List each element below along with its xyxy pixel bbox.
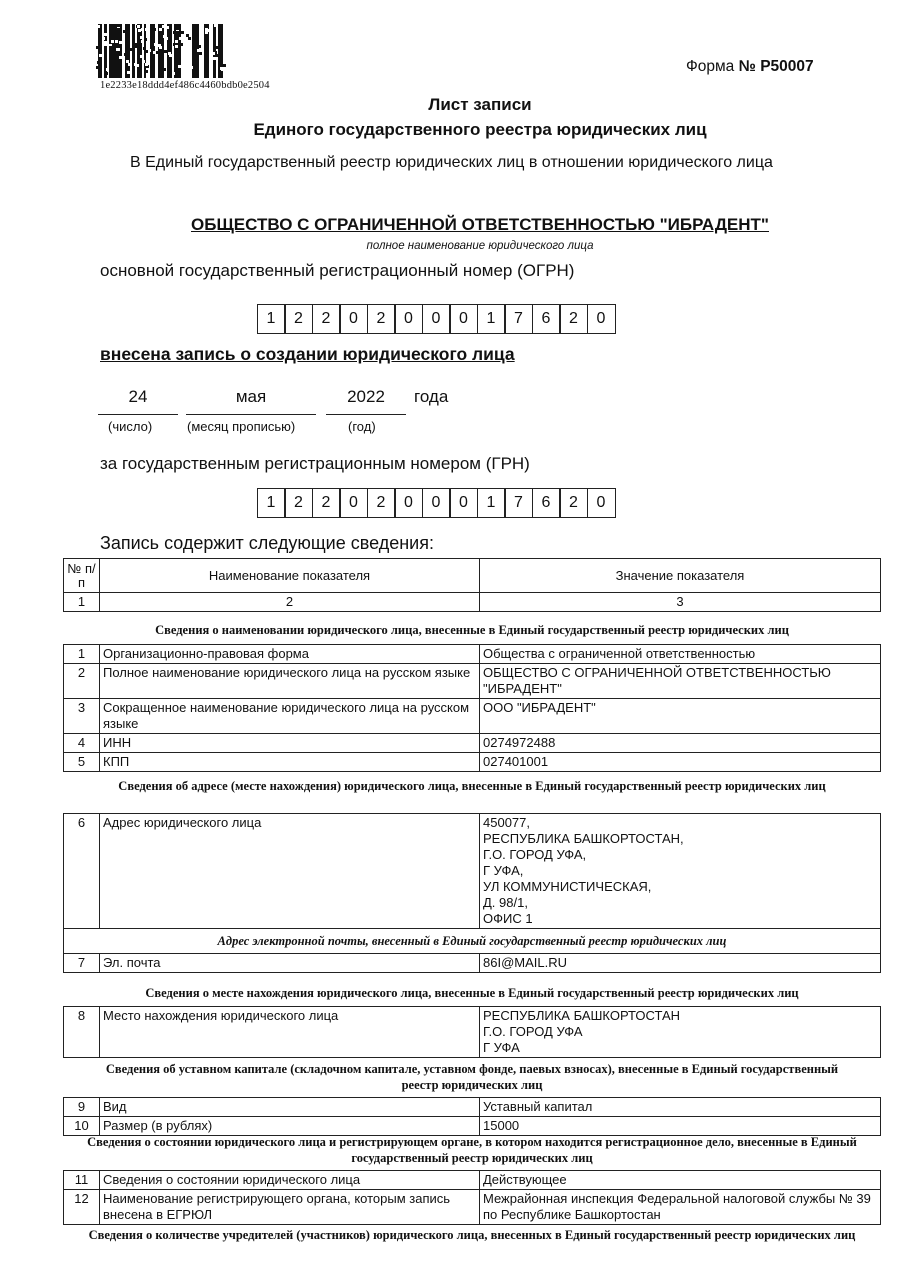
row-value: Действующее bbox=[480, 1171, 881, 1190]
table-row bbox=[64, 753, 881, 772]
ogrn-label: основной государственный регистрационный номер (ОГРН) bbox=[100, 261, 575, 280]
ogrn-digit: 6 bbox=[532, 304, 561, 334]
section-heading: Сведения об адресе (месте нахождения) юридического лица, внесенные в Единый государственный реестр юридических лиц bbox=[118, 779, 826, 793]
page-subtitle: Единого государственного реестра юридических лиц bbox=[253, 120, 707, 139]
row-name: Эл. почта bbox=[100, 954, 480, 973]
row-name: Полное наименование юридического лица на русском языке bbox=[100, 664, 480, 699]
row-number: 5 bbox=[64, 753, 100, 772]
section-heading: Сведения о количестве учредителей (участников) юридического лица, внесенных в Единый государственный реестр юридических лиц bbox=[88, 1228, 856, 1242]
section-heading: Сведения об уставном капитале (складочном капитале, уставном фонде, паевых взносах), внесенные в Единый государственный реестр юридических лиц bbox=[105, 1062, 839, 1092]
row-name: Место нахождения юридического лица bbox=[100, 1007, 480, 1058]
row-name: Наименование регистрирующего органа, которым запись внесена в ЕГРЮЛ bbox=[100, 1190, 480, 1225]
row-number: 4 bbox=[64, 734, 100, 753]
row-value: ОБЩЕСТВО С ОГРАНИЧЕННОЙ ОТВЕТСТВЕННОСТЬЮ "ИБРАДЕНТ" bbox=[480, 664, 881, 699]
section-heading: Сведения о наименовании юридического лица, внесенные в Единый государственный реестр юридических лиц bbox=[155, 623, 789, 637]
row-name: Сведения о состоянии юридического лица bbox=[100, 1171, 480, 1190]
org-full-name: ОБЩЕСТВО С ОГРАНИЧЕННОЙ ОТВЕТСТВЕННОСТЬЮ "ИБРАДЕНТ" bbox=[191, 215, 769, 234]
row-value: Общества с ограниченной ответственностью bbox=[480, 645, 881, 664]
ogrn-digits bbox=[258, 304, 616, 334]
row-number: 1 bbox=[64, 645, 100, 664]
grn-digit: 6 bbox=[532, 488, 561, 518]
table-row bbox=[64, 645, 881, 664]
capital-table bbox=[63, 1097, 881, 1136]
table-row bbox=[64, 1190, 881, 1225]
grn-digit: 0 bbox=[339, 488, 368, 518]
row-number: 9 bbox=[64, 1098, 100, 1117]
table-row bbox=[64, 1007, 881, 1058]
row-value: 15000 bbox=[480, 1117, 881, 1136]
row-number: 12 bbox=[64, 1190, 100, 1225]
contains-label: Запись содержит следующие сведения: bbox=[100, 533, 434, 553]
table-row bbox=[64, 664, 881, 699]
barcode-id: 1e2233e18ddd4ef486c4460bdb0e2504 bbox=[100, 80, 270, 91]
row-name: Сокращенное наименование юридического лица на русском языке bbox=[100, 699, 480, 734]
ogrn-digit: 0 bbox=[394, 304, 423, 334]
row-value: 027401001 bbox=[480, 753, 881, 772]
row-value: Межрайонная инспекция Федеральной налоговой службы № 39 по Республике Башкортостан bbox=[480, 1190, 881, 1225]
grn-digit: 1 bbox=[257, 488, 286, 518]
row-name: КПП bbox=[100, 753, 480, 772]
ogrn-digit: 0 bbox=[422, 304, 451, 334]
col-index: 1 bbox=[64, 593, 100, 612]
row-value: РЕСПУБЛИКА БАШКОРТОСТАН Г.О. ГОРОД УФА Г УФА bbox=[480, 1007, 881, 1058]
grn-digit: 0 bbox=[587, 488, 616, 518]
ogrn-digit: 1 bbox=[477, 304, 506, 334]
col-number-header: № п/п bbox=[64, 559, 100, 593]
ogrn-digit: 2 bbox=[367, 304, 396, 334]
date-year: 2022 bbox=[347, 387, 385, 406]
row-value: 450077, РЕСПУБЛИКА БАШКОРТОСТАН, Г.О. ГОРОД УФА, Г УФА, УЛ КОММУНИСТИЧЕСКАЯ, Д. 98/1, ОФИС 1 bbox=[480, 814, 881, 929]
row-name: Вид bbox=[100, 1098, 480, 1117]
date-day: 24 bbox=[128, 387, 148, 406]
row-value: Уставный капитал bbox=[480, 1098, 881, 1117]
record-created-text: внесена запись о создании юридического лица bbox=[100, 344, 515, 364]
col-index: 2 bbox=[100, 593, 480, 612]
grn-digits bbox=[258, 488, 616, 518]
row-value: 86I@MAIL.RU bbox=[480, 954, 881, 973]
row-name: Адрес юридического лица bbox=[100, 814, 480, 929]
grn-digit: 1 bbox=[477, 488, 506, 518]
grn-digit: 7 bbox=[504, 488, 533, 518]
row-name: Размер (в рублях) bbox=[100, 1117, 480, 1136]
table-row bbox=[64, 1098, 881, 1117]
grn-digit: 0 bbox=[449, 488, 478, 518]
row-number: 2 bbox=[64, 664, 100, 699]
date-month: мая bbox=[235, 387, 267, 406]
date-month-line bbox=[186, 414, 316, 415]
caption-month: (месяц прописью) bbox=[187, 419, 296, 434]
ogrn-digit: 0 bbox=[449, 304, 478, 334]
header-table bbox=[63, 558, 881, 612]
row-name: ИНН bbox=[100, 734, 480, 753]
row-value: 0274972488 bbox=[480, 734, 881, 753]
ogrn-digit: 2 bbox=[312, 304, 341, 334]
name-table bbox=[63, 644, 881, 772]
grn-digit: 2 bbox=[367, 488, 396, 518]
caption-year: (год) bbox=[348, 419, 376, 434]
col-index: 3 bbox=[480, 593, 881, 612]
grn-digit: 0 bbox=[422, 488, 451, 518]
table-row bbox=[64, 1117, 881, 1136]
section-heading: Сведения о месте нахождения юридического лица, внесенные в Единый государственный реестр юридических лиц bbox=[145, 986, 799, 1000]
row-value: ООО "ИБРАДЕНТ" bbox=[480, 699, 881, 734]
col-value-header: Значение показателя bbox=[480, 559, 881, 593]
org-name-caption: полное наименование юридического лица bbox=[366, 240, 594, 252]
row-name: Организационно-правовая форма bbox=[100, 645, 480, 664]
form-label: Форма bbox=[686, 58, 735, 75]
grn-label: за государственным регистрационным номером (ГРН) bbox=[100, 454, 530, 473]
table-row bbox=[64, 734, 881, 753]
ogrn-digit: 2 bbox=[284, 304, 313, 334]
grn-digit: 2 bbox=[312, 488, 341, 518]
page-title: Лист записи bbox=[428, 95, 532, 114]
ogrn-digit: 0 bbox=[587, 304, 616, 334]
row-number: 10 bbox=[64, 1117, 100, 1136]
table-row bbox=[64, 954, 881, 973]
form-number-value: № Р50007 bbox=[738, 58, 814, 75]
table-row bbox=[64, 814, 881, 929]
table-row bbox=[64, 1171, 881, 1190]
ogrn-digit: 2 bbox=[559, 304, 588, 334]
col-name-header: Наименование показателя bbox=[100, 559, 480, 593]
caption-day: (число) bbox=[108, 419, 153, 434]
row-number: 6 bbox=[64, 814, 100, 929]
row-number: 11 bbox=[64, 1171, 100, 1190]
table-row bbox=[64, 699, 881, 734]
ogrn-digit: 0 bbox=[339, 304, 368, 334]
ogrn-digit: 7 bbox=[504, 304, 533, 334]
date-day-line bbox=[98, 414, 178, 415]
form-number bbox=[686, 58, 814, 76]
section-heading: Адрес электронной почты, внесенный в Единый государственный реестр юридических лиц bbox=[64, 929, 881, 954]
address-table bbox=[63, 813, 881, 973]
grn-digit: 2 bbox=[559, 488, 588, 518]
ogrn-digit: 1 bbox=[257, 304, 286, 334]
row-number: 8 bbox=[64, 1007, 100, 1058]
barcode-image bbox=[96, 24, 230, 78]
status-table bbox=[63, 1170, 881, 1225]
section-heading: Сведения о состоянии юридического лица и регистрирующем органе, в котором находится регистрационное дело, внесенные в Единый государственный реестр юридических лиц bbox=[87, 1135, 857, 1165]
grn-digit: 0 bbox=[394, 488, 423, 518]
location-table bbox=[63, 1006, 881, 1058]
row-number: 3 bbox=[64, 699, 100, 734]
intro-text: В Единый государственный реестр юридических лиц в отношении юридического лица bbox=[130, 154, 773, 171]
date-year-line bbox=[326, 414, 406, 415]
row-number: 7 bbox=[64, 954, 100, 973]
grn-digit: 2 bbox=[284, 488, 313, 518]
year-word: года bbox=[414, 387, 449, 406]
